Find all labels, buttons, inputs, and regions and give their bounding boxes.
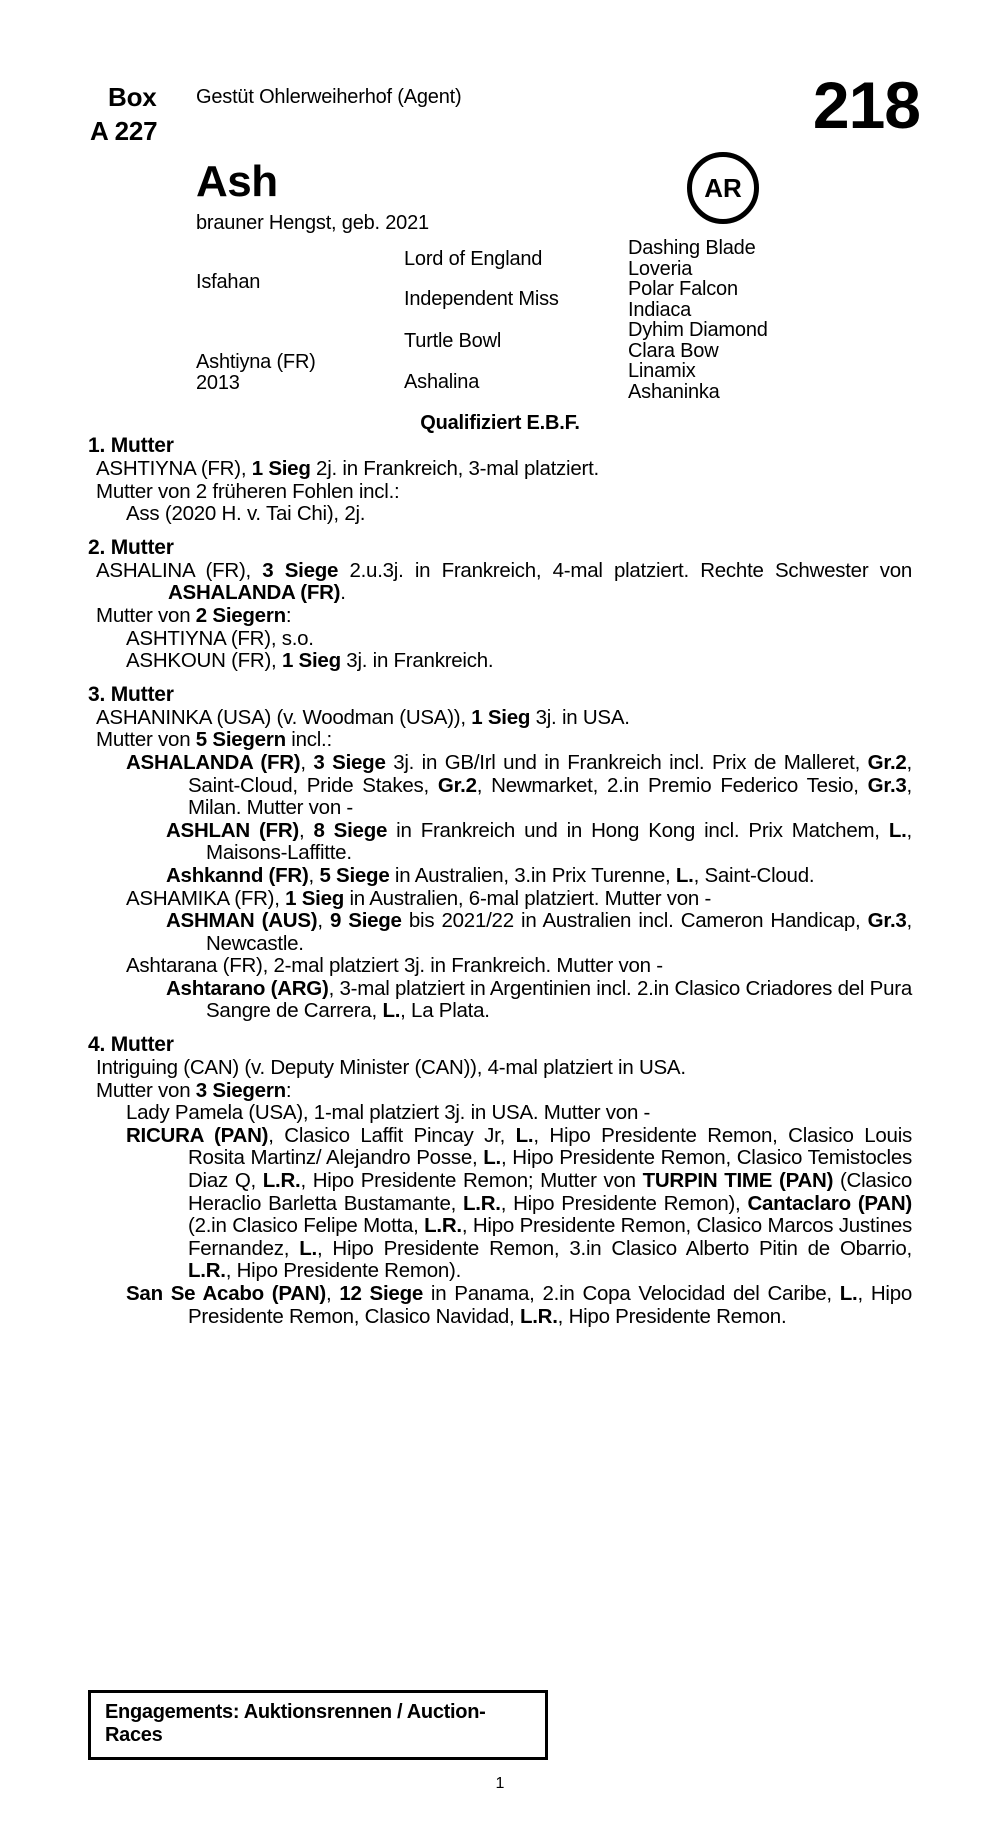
text-run: Mutter von <box>96 728 196 752</box>
text-run: , Hipo Presidente Remon, 3.in Clasico Alberto Pitin de Obarrio, <box>316 1236 912 1260</box>
mutter4-line-2 <box>88 1080 912 1103</box>
text-run-bold: 1 Sieg <box>251 457 311 480</box>
pedigree-dam-year: 2013 <box>196 372 240 394</box>
text-run: , Hipo Presidente Remon; Mutter von <box>300 1169 643 1193</box>
text-run-bold: 1 Sieg <box>285 886 345 910</box>
text-run: , Hipo Presidente Remon, Clasico Marcos Justines Fernandez, <box>188 1214 912 1260</box>
text-run-bold: L. <box>888 818 907 842</box>
text-run-bold: L. <box>483 1146 501 1170</box>
text-run: , Newmarket, 2.in Premio Federico Tesio, <box>476 773 868 797</box>
text-run: , <box>308 863 320 887</box>
box-number: A 227 <box>90 116 158 146</box>
text-run: , Hipo Presidente Remon, Clasico Navidad, <box>188 1282 912 1328</box>
mutter2-line-3: ASHTIYNA (FR), s.o. <box>126 626 314 650</box>
text-run-bold: L.R. <box>519 1304 558 1328</box>
text-run: (Clasico Heraclio Barletta Bustamante, <box>188 1169 913 1215</box>
text-run: , <box>317 909 330 933</box>
pedigree-g3-3: Polar Falcon <box>628 278 738 300</box>
text-run: 3j. in GB/Irl und in Frankreich incl. Prix de Malleret, <box>385 750 868 774</box>
mutter2-line-1 <box>88 560 912 605</box>
text-run-bold: L.R. <box>188 1259 226 1283</box>
text-run: ASHAMIKA (FR), <box>126 886 286 910</box>
text-run-bold: TURPIN TIME (PAN) <box>642 1169 834 1193</box>
text-run-bold: Ashtarano (ARG) <box>166 976 329 1000</box>
mutter2-line-2 <box>88 605 912 628</box>
mutter3-ashkannd <box>88 865 912 888</box>
engagements-box <box>88 1690 548 1760</box>
box-label: Box <box>108 82 157 112</box>
pedigree-generation-3 <box>628 238 768 402</box>
text-run: ASHANINKA (USA) (v. Woodman (USA)), <box>96 705 472 729</box>
text-run-bold: 1 Sieg <box>471 705 531 729</box>
text-run: 2.u.3j. in Frankreich, 4-mal platziert. Rechte Schwester von <box>338 558 912 582</box>
text-run-bold: L. <box>839 1282 858 1305</box>
mutter2-line-4 <box>88 650 912 673</box>
pedigree-g3-5: Dyhim Diamond <box>628 319 768 341</box>
text-run: Mutter von <box>96 1078 196 1102</box>
pedigree-dam-name: Ashtiyna (FR) <box>196 351 316 373</box>
text-run: 3j. in USA. <box>530 705 630 729</box>
text-run-bold: 3 Siegern <box>195 1078 286 1102</box>
text-run: , <box>325 1282 340 1305</box>
text-run: 2j. in Frankreich, 3-mal platziert. <box>310 457 599 480</box>
text-run-bold: Ashkannd (FR) <box>166 863 309 887</box>
mutter3-ashman <box>88 910 912 955</box>
text-run: bis 2021/22 in Australien incl. Cameron Handicap, <box>401 909 868 933</box>
text-run-bold: ASHALANDA (FR) <box>168 581 341 605</box>
pedigree-sire-dam: Independent Miss <box>404 288 559 310</box>
ar-badge <box>687 152 759 224</box>
section-heading-mutter1: 1. Mutter <box>88 434 174 457</box>
text-run-bold: ASHLAN (FR) <box>166 818 299 842</box>
text-run-bold: ASHALANDA (FR) <box>126 750 301 774</box>
mutter1-line-2: Mutter von 2 früheren Fohlen incl.: <box>96 479 400 503</box>
text-run-bold: Cantaclaro (PAN) <box>747 1191 912 1215</box>
text-run: ASHTIYNA (FR), <box>96 457 252 480</box>
text-run-bold: 5 Siege <box>319 863 390 887</box>
mutter4-san-se-acabo <box>88 1283 912 1328</box>
text-run: (2.in Clasico Felipe Motta, <box>188 1214 425 1238</box>
text-run: , <box>298 818 314 842</box>
pedigree-dam <box>196 352 316 394</box>
section-heading-mutter3: 3. Mutter <box>88 682 174 706</box>
horse-name: Ash <box>196 157 278 206</box>
pedigree-g3-1: Dashing Blade <box>628 237 756 259</box>
mutter4-line-1: Intriguing (CAN) (v. Deputy Minister (CAN)), 4-mal platziert in USA. <box>96 1056 686 1080</box>
text-run: , Clasico Laffit Pincay Jr, <box>268 1123 516 1147</box>
pedigree-g3-6: Clara Bow <box>628 339 719 362</box>
pedigree-dam-dam: Ashalina <box>404 371 480 393</box>
text-run: , La Plata. <box>400 999 490 1023</box>
text-run-bold: ASHMAN (AUS) <box>166 909 318 933</box>
text-run: , Saint-Cloud, Pride Stakes, <box>188 750 912 797</box>
pedigree-table <box>196 238 896 408</box>
text-run-bold: 1 Sieg <box>281 649 341 673</box>
text-run-bold: L.R. <box>463 1191 501 1215</box>
pedigree-sire <box>196 272 260 293</box>
ar-badge-label: AR <box>704 172 742 203</box>
mutter3-ashtarana: Ashtarana (FR), 2-mal platziert 3j. in Frankreich. Mutter von - <box>126 954 663 978</box>
horse-description: brauner Hengst, geb. 2021 <box>196 212 429 234</box>
text-run-bold: RICURA (PAN) <box>126 1123 269 1147</box>
text-run-bold: 5 Siegern <box>195 728 286 752</box>
text-run-bold: San Se Acabo (PAN) <box>126 1282 326 1305</box>
text-run-bold: Gr.3 <box>867 773 907 797</box>
mutter4-ricura <box>88 1125 912 1283</box>
text-run: , Hipo Presidente Remon). <box>225 1259 462 1283</box>
mutter1-line-3: Ass (2020 H. v. Tai Chi), 2j. <box>126 502 366 526</box>
pedigree-dam-sire: Turtle Bowl <box>404 330 502 352</box>
text-run: , <box>300 750 314 774</box>
text-run: in Australien, 6-mal platziert. Mutter von - <box>344 886 712 910</box>
text-run-bold: L.R. <box>262 1169 301 1193</box>
mutter3-ashlan <box>88 820 912 865</box>
text-run-bold: Gr.3 <box>867 909 907 933</box>
mutter4-lady-pamela: Lady Pamela (USA), 1-mal platziert 3j. in USA. Mutter von - <box>126 1101 651 1125</box>
text-run: , Hipo Presidente Remon, Clasico Louis Rosita Martinz/ Alejandro Posse, <box>188 1123 912 1170</box>
text-run-bold: L. <box>299 1236 317 1260</box>
mutter3-line-2 <box>88 729 912 752</box>
qualification-note: Qualifiziert E.B.F. <box>420 412 580 434</box>
pedigree-narrative <box>88 434 912 1328</box>
text-run: in Frankreich und in Hong Kong incl. Prix Matchem, <box>387 818 889 842</box>
mutter3-line-1 <box>88 707 912 730</box>
text-run-bold: 3 Siege <box>313 750 386 774</box>
text-run: in Panama, 2.in Copa Velocidad del Caribe, <box>423 1282 840 1305</box>
text-run-bold: L. <box>515 1123 534 1147</box>
mutter3-ashalanda <box>88 752 912 820</box>
text-run: , Maisons-Laffitte. <box>206 818 912 865</box>
page-number: 1 <box>495 1775 505 1792</box>
text-run: Mutter von <box>96 603 196 627</box>
text-run: , Hipo Presidente Remon, Clasico Temistocles Diaz Q, <box>188 1146 912 1193</box>
section-heading-mutter4: 4. Mutter <box>88 1033 174 1057</box>
text-run-bold: L. <box>675 863 694 887</box>
text-run-bold: 12 Siege <box>339 1282 424 1305</box>
text-run: , Hipo Presidente Remon), <box>500 1191 748 1215</box>
text-run-bold: 3 Siege <box>262 558 339 582</box>
pedigree-sire-name: Isfahan <box>196 271 261 293</box>
mutter3-ashamika <box>88 888 912 911</box>
text-run: , Newcastle. <box>206 909 912 955</box>
text-run-bold: L.R. <box>424 1214 462 1238</box>
text-run: , Hipo Presidente Remon. <box>557 1304 787 1328</box>
text-run: ASHKOUN (FR), <box>126 649 282 673</box>
mutter1-line-1 <box>88 458 912 481</box>
lot-number: 218 <box>812 68 920 142</box>
text-run: , Saint-Cloud. <box>693 863 815 887</box>
engagements-label: Engagements: Auktionsrennen / Auction-Races <box>105 1701 486 1746</box>
text-run: . <box>340 581 346 605</box>
consignor-name: Gestüt Ohlerweiherhof (Agent) <box>196 86 462 108</box>
text-run-bold: L. <box>382 999 401 1023</box>
text-run: incl.: <box>285 728 332 752</box>
text-run: , Milan. Mutter von - <box>188 773 912 820</box>
pedigree-g3-2: Loveria <box>628 257 693 280</box>
text-run: : <box>285 1078 292 1102</box>
section-heading-mutter2: 2. Mutter <box>88 535 174 559</box>
pedigree-g3-7: Linamix <box>628 360 696 382</box>
text-run: 3j. in Frankreich. <box>340 649 494 673</box>
pedigree-g3-8: Ashaninka <box>628 380 720 403</box>
text-run: : <box>285 603 292 627</box>
text-run-bold: 9 Siege <box>329 909 402 933</box>
pedigree-sire-sire: Lord of England <box>404 248 543 270</box>
text-run-bold: 2 Siegern <box>195 603 286 627</box>
text-run-bold: Gr.2 <box>437 773 477 797</box>
mutter3-ashtarano <box>88 978 912 1023</box>
text-run-bold: 8 Siege <box>313 818 388 842</box>
text-run: in Australien, 3.in Prix Turenne, <box>389 863 676 887</box>
pedigree-g3-4: Indiaca <box>628 298 692 321</box>
text-run: , 3-mal platziert in Argentinien incl. 2.in Clasico Criadores del Pura Sangre de Carrera, <box>206 976 912 1023</box>
text-run: ASHALINA (FR), <box>96 558 263 582</box>
text-run-bold: Gr.2 <box>867 750 907 774</box>
